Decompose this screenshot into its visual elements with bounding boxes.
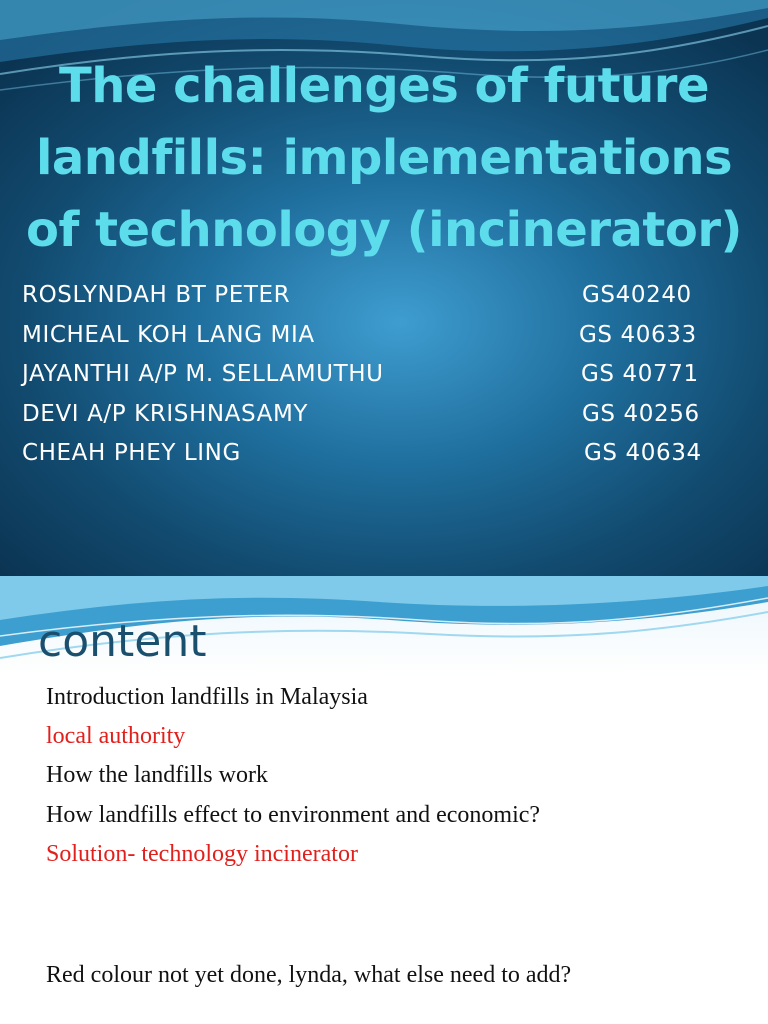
member-row: [22, 361, 742, 401]
member-row: [22, 440, 742, 480]
member-id: GS 40771: [581, 361, 699, 387]
member-name: JAYANTHI A/P M. SELLAMUTHU: [22, 361, 384, 387]
title-line: landfills: implementations: [35, 130, 733, 186]
content-slide: [0, 576, 768, 1024]
note-text: Red colour not yet done, lynda, what else need to add?: [46, 962, 572, 988]
list-item: Introduction landfills in Malaysia: [46, 684, 368, 710]
list-item: How the landfills work: [46, 762, 268, 789]
member-name: CHEAH PHEY LING: [22, 440, 241, 466]
member-row: [22, 401, 742, 441]
member-name: MICHEAL KOH LANG MIA: [22, 321, 315, 348]
list-item: How landfills effect to environment and economic?: [46, 801, 541, 828]
slide-title: [0, 50, 768, 266]
title-line: of technology (incinerator): [26, 202, 742, 258]
member-id: GS40240: [582, 282, 692, 308]
member-list: [22, 282, 742, 480]
slide-heading: content: [38, 616, 207, 667]
member-id: GS 40633: [579, 321, 697, 348]
title-line: The challenges of future: [59, 58, 709, 114]
member-name: DEVI A/P KRISHNASAMY: [22, 400, 309, 427]
list-item-highlighted: Solution- technology incinerator: [46, 840, 358, 867]
member-id: GS 40634: [584, 440, 702, 466]
content-list: [46, 684, 746, 880]
member-name: ROSLYNDAH BT PETER: [22, 282, 291, 308]
member-row: [22, 322, 742, 362]
member-id: GS 40256: [582, 400, 700, 427]
list-item-highlighted: local authority: [46, 723, 186, 750]
member-row: [22, 282, 742, 322]
